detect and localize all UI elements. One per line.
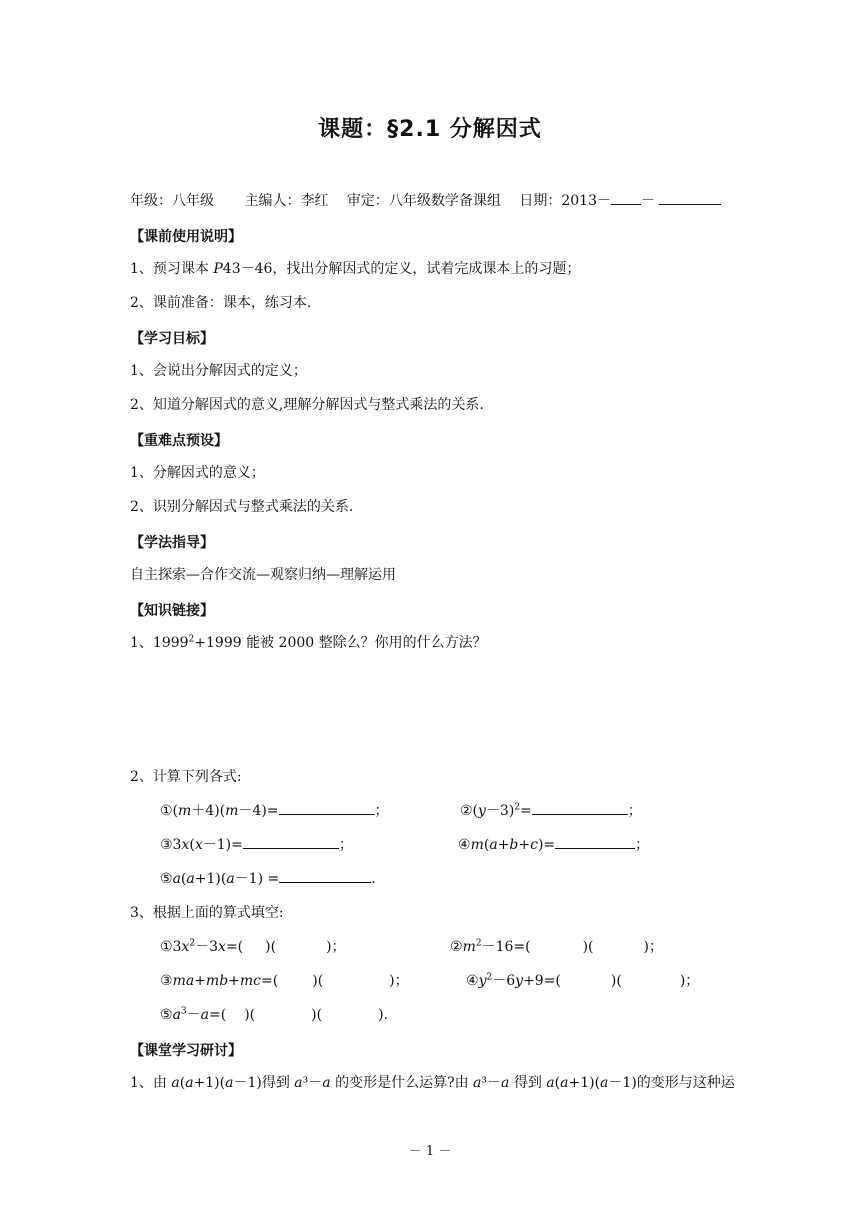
fill-3: ③ma+mb+mc=( )( )；: [160, 973, 409, 989]
fill-2: $②m^2-16=$( )( )；: [450, 938, 663, 955]
study-heading: 【课堂学习研讨】: [130, 1043, 242, 1059]
meta-line: 年级：八年级 主编人：李红 审定：八年级数学备课组 日期：2013－ －: [130, 192, 721, 210]
link-question-3: 3、根据上面的算式填空:: [130, 905, 284, 921]
fill-5: $⑤a^3-a=$( )( )( ).: [160, 1006, 389, 1023]
method-heading: 【学法指导】: [130, 535, 214, 551]
keypoints-item-2: 2、识别分解因式与整式乘法的关系.: [130, 499, 354, 515]
calc-3: ③3x(x－1)= ；: [160, 837, 353, 853]
link-question-1: 1、$1999^2+1999$ 能被 2000 整除么？你用的什么方法？: [130, 634, 487, 651]
meta-grade: 年级：八年级: [130, 193, 214, 209]
method-text: 自主探索—合作交流—观察归纳—理解运用: [130, 567, 396, 583]
goals-heading: 【学习目标】: [130, 331, 214, 347]
usage-heading: 【课前使用说明】: [130, 229, 242, 245]
calc-2: $②(y-3)^2=$ ；: [460, 802, 642, 819]
link-question-2: 2、计算下列各式:: [130, 769, 242, 785]
page-title: 课题：§2.1 分解因式: [318, 117, 542, 142]
usage-item-2: 2、课前准备：课本，练习本.: [130, 295, 312, 311]
fill-4: $④y^2-6y+9=$( )( )；: [466, 972, 700, 989]
fill-1: $①3x^2-3x=$( )( )；: [160, 938, 346, 955]
calc-4: ④m(a+b+c)= ；: [458, 837, 650, 853]
keypoints-item-1: 1、分解因式的意义；: [130, 465, 265, 481]
study-question-1: 1、由 a(a+1)(a－1)得到 a³－a 的变形是什么运算?由 a³－a 得到 a(a+1)(a－1)的变形与这种运: [130, 1075, 735, 1091]
goals-item-2: 2、知道分解因式的意义,理解分解因式与整式乘法的关系.: [130, 397, 484, 413]
meta-editor: 主编人：李红: [244, 193, 329, 209]
link-heading: 【知识链接】: [130, 603, 214, 619]
goals-item-1: 1、会说出分解因式的定义；: [130, 363, 307, 379]
usage-item-1: 1、预习课本 P43－46，找出分解因式的定义，试着完成课本上的习题；: [130, 261, 581, 277]
calc-5: ⑤a(a+1)(a－1) = .: [160, 871, 376, 887]
meta-reviewer: 审定：八年级数学备课组: [346, 193, 501, 209]
meta-date: 日期：2013－: [519, 193, 611, 209]
keypoints-heading: 【重难点预设】: [130, 433, 228, 449]
calc-1: ①(m＋4)(m－4)= ；: [160, 803, 389, 819]
page-number: － 1 －: [408, 1144, 452, 1159]
